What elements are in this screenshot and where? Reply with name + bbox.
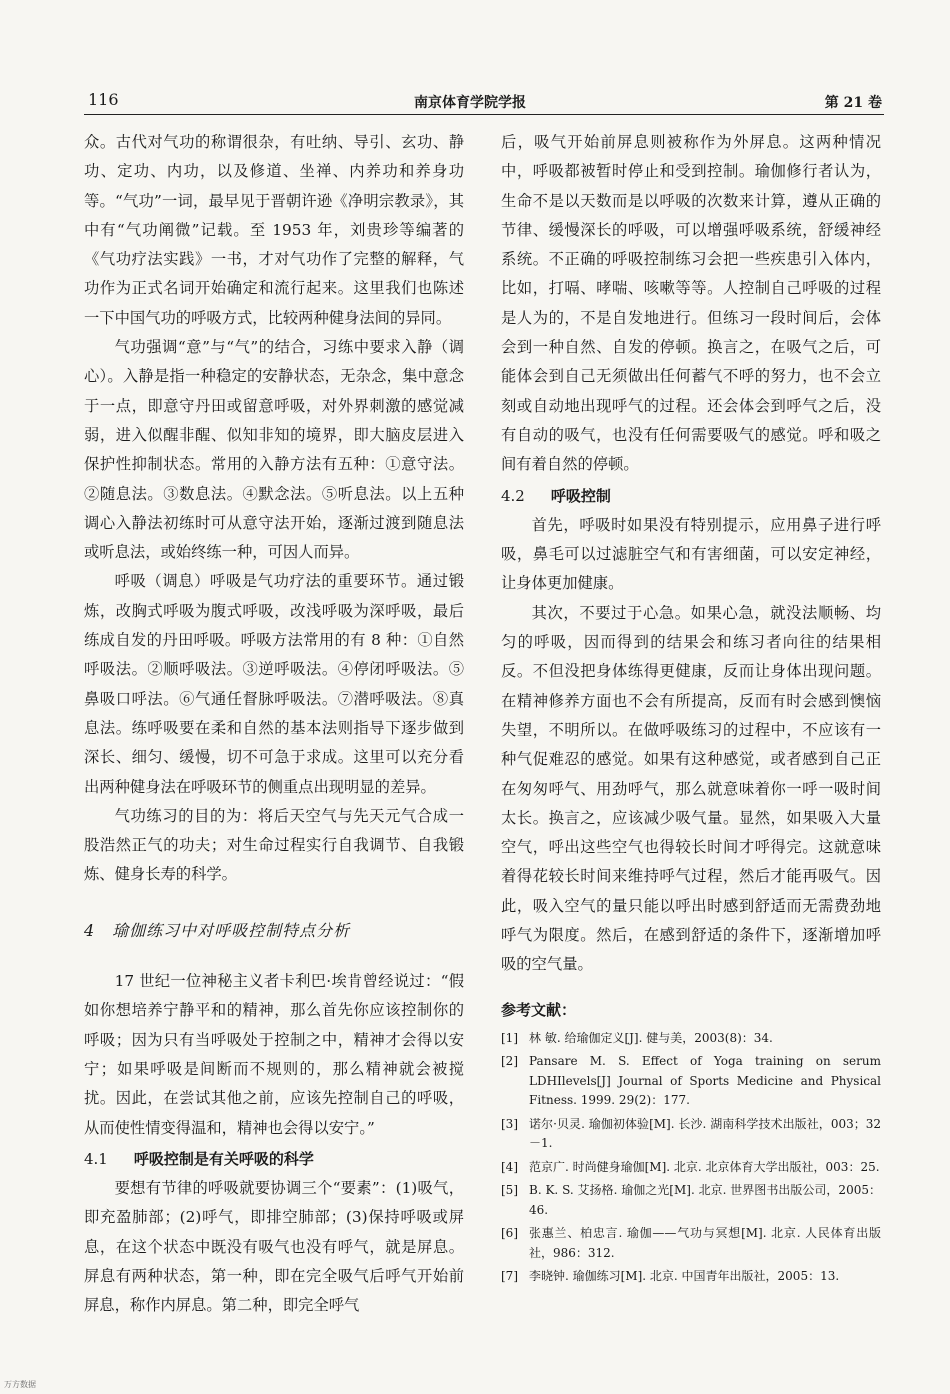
reference-number: [4] — [501, 1159, 518, 1174]
volume-label: 第 21 卷 — [824, 95, 882, 111]
paragraph: 呼吸（调息）呼吸是气功疗法的重要环节。通过锻炼，改胸式呼吸为腹式呼吸，改浅呼吸为深呼吸，最后练成自发的丹田呼吸。呼吸方法常用的有 8 种：①自然呼吸法。②顺呼吸法。③逆呼吸法。④停闭呼吸法。⑤鼻吸口呼法。⑥气通任督脉呼吸法。⑦潜呼吸法。⑧真息法。练呼吸要在柔和自然的基本法则指导下逐步做到深长、细匀、缓慢，切不可急于求成。这里可以充分看出两种健身法在呼吸环节的侧重点出现明显的差异。 — [84, 572, 464, 796]
subsection-title: 呼吸控制是有关呼吸的科学 — [133, 1149, 314, 1168]
reference-text: 诺尔·贝灵. 瑜伽初体验[M]. 长沙. 湖南科学技术出版社，003；32－1. — [529, 1116, 881, 1151]
reference-item — [501, 1029, 881, 1049]
subsection-title: 呼吸控制 — [550, 486, 611, 505]
running-header — [84, 88, 884, 115]
references-list — [501, 1029, 881, 1287]
journal-title: 南京体育学院学报 — [414, 95, 526, 111]
reference-number: [5] — [501, 1183, 518, 1198]
reference-number: [3] — [501, 1116, 518, 1131]
watermark: 万方数据 — [4, 1380, 36, 1389]
subsection-heading — [84, 1145, 464, 1174]
right-column — [501, 128, 881, 1287]
paragraph: 其次，不要过于心急。如果心急，就没法顺畅、均匀的呼吸，因而得到的结果会和练习者向往的结果相反。不但没把身体练得更健康，反而让身体出现问题。在精神修养方面也不会有所提高，反而有时会感到懊恼失望，不明所以。在做呼吸练习的过程中，不应该有一种气促难忍的感觉。如果有这种感觉，或者感到自己正在匆匆呼气、用劲呼气，那么就意味着你一呼一吸时间太长。换言之，应该减少吸气量。显然，如果吸入大量空气，呼出这些空气也得较长时间才呼得完。这就意味着得花较长时间来维持呼气过程，然后才能再吸气。因此，吸入空气的量只能以呼出时感到舒适而无需费劲地呼气为限度。然后，在感到舒适的条件下，逐渐增加呼吸的空气量。 — [501, 603, 881, 974]
reference-item — [501, 1052, 881, 1111]
subsection-number: 4.1 — [84, 1149, 108, 1168]
reference-number: [1] — [501, 1030, 518, 1045]
reference-text: 李晓钟. 瑜伽练习[M]. 北京. 中国青年出版社，2005：13. — [529, 1269, 840, 1284]
reference-item — [501, 1181, 881, 1220]
page-number: 116 — [88, 90, 119, 109]
reference-number: [7] — [501, 1269, 518, 1284]
reference-item — [501, 1115, 881, 1154]
left-column — [84, 128, 464, 1321]
paragraph: 气功练习的目的为：将后天空气与先天元气合成一股浩然正气的功夫；对生命过程实行自我调节、自我锻炼、健身长寿的科学。 — [84, 806, 464, 884]
reference-text: 范京广. 时尚健身瑜伽[M]. 北京. 北京体育大学出版社，003：25. — [529, 1159, 880, 1174]
paragraph: 气功强调“意”与“气”的结合，习练中要求入静（调心）。入静是指一种稳定的安静状态，无杂念，集中意念于一点，即意守丹田或留意呼吸，对外界刺激的感觉减弱，进入似醒非醒、似知非知的境界，即大脑皮层进入保护性抑制状态。常用的入静方法有五种：①意守法。②随息法。③数息法。④默念法。⑤听息法。以上五种调心入静法初练时可从意守法开始，逐渐过渡到随息法或听息法，或始终练一种，可因人而异。 — [84, 338, 464, 562]
reference-item — [501, 1224, 881, 1263]
reference-number: [2] — [501, 1054, 518, 1069]
paragraph: 后，吸气开始前屏息则被称作为外屏息。这两种情况中，呼吸都被暂时停止和受到控制。瑜伽修行者认为，生命不是以天数而是以呼吸的次数来计算，遵从正确的节律、缓慢深长的呼吸，可以增强呼吸系统，舒缓神经系统。不正确的呼吸控制练习会把一些疾患引入体内，比如，打嗝、哮喘、咳嗽等等。人控制自己呼吸的过程是人为的，不是自发地进行。但练习一段时间后，会体会到一种自然、自发的停顿。换言之，在吸气之后，可能体会到自己无须做出任何蓄气不呼的努力，也不会立刻或自动地出现呼气的过程。还会体会到呼气之后，没有自动的吸气，也没有任何需要吸气的感觉。呼和吸之间有着自然的停顿。 — [501, 133, 881, 474]
subsection-heading — [501, 482, 881, 511]
references-title: 参考文献： — [501, 1000, 577, 1019]
paragraph: 要想有节律的呼吸就要协调三个“要素”：(1)吸气，即充盈肺部；(2)呼气，即排空肺部；(3)保持呼吸或屏息，在这个状态中既没有吸气也没有呼气，就是屏息。屏息有两种状态，第一种，即在完全吸气后呼气开始前屏息，称作内屏息。第二种，即完全呼气 — [84, 1179, 464, 1315]
reference-text: 张惠兰、柏忠言. 瑜伽——气功与冥想[M]. 北京. 人民体育出版社，986：312. — [529, 1226, 881, 1260]
reference-number: [6] — [501, 1226, 518, 1241]
paragraph: 17 世纪一位神秘主义者卡利巴·埃肯曾经说过：“假如你想培养宁静平和的精神，那么首先你应该控制你的呼吸；因为只有当呼吸处于控制之中，精神才会得以安宁；如果呼吸是间断而不规则的，那么精神就会被搅扰。因此，在尝试其他之前，应该先控制自己的呼吸，从而使性情变得温和，精神也会得以安宁。” — [84, 972, 464, 1137]
paragraph: 首先，呼吸时如果没有特别提示，应用鼻子进行呼吸，鼻毛可以过滤脏空气和有害细菌，可以安定神经，让身体更加健康。 — [501, 515, 881, 593]
subsection-number: 4.2 — [501, 486, 525, 505]
reference-text: Pansare M. S. Effect of Yoga training on serum LDHIlevels[J] Journal of Sports Medicine and Physical Fitness. 1999. 29(2)：177. — [529, 1054, 881, 1108]
section-heading: 4 瑜伽练习中对呼吸控制特点分析 — [84, 920, 351, 940]
reference-text: B. K. S. 艾扬格. 瑜伽之光[M]. 北京. 世界图书出版公司，2005：46. — [529, 1183, 881, 1217]
reference-item — [501, 1267, 881, 1287]
paragraph: 众。古代对气功的称谓很杂，有吐纳、导引、玄功、静功、定功、内功，以及修道、坐禅、内养功和养身功等。“气功”一词，最早见于晋朝许逊《净明宗教录》，其中有“气功阐微”记载。至 1953 年，刘贵珍等编著的《气功疗法实践》一书，才对气功作了完整的解释，气功作为正式名词开始确定和流行起来。这里我们也陈述一下中国气功的呼吸方式，比较两种健身法间的异同。 — [84, 133, 464, 327]
reference-text: 林 敏. 给瑜伽定义[J]. 健与美，2003(8)：34. — [529, 1030, 773, 1045]
reference-item — [501, 1158, 881, 1178]
